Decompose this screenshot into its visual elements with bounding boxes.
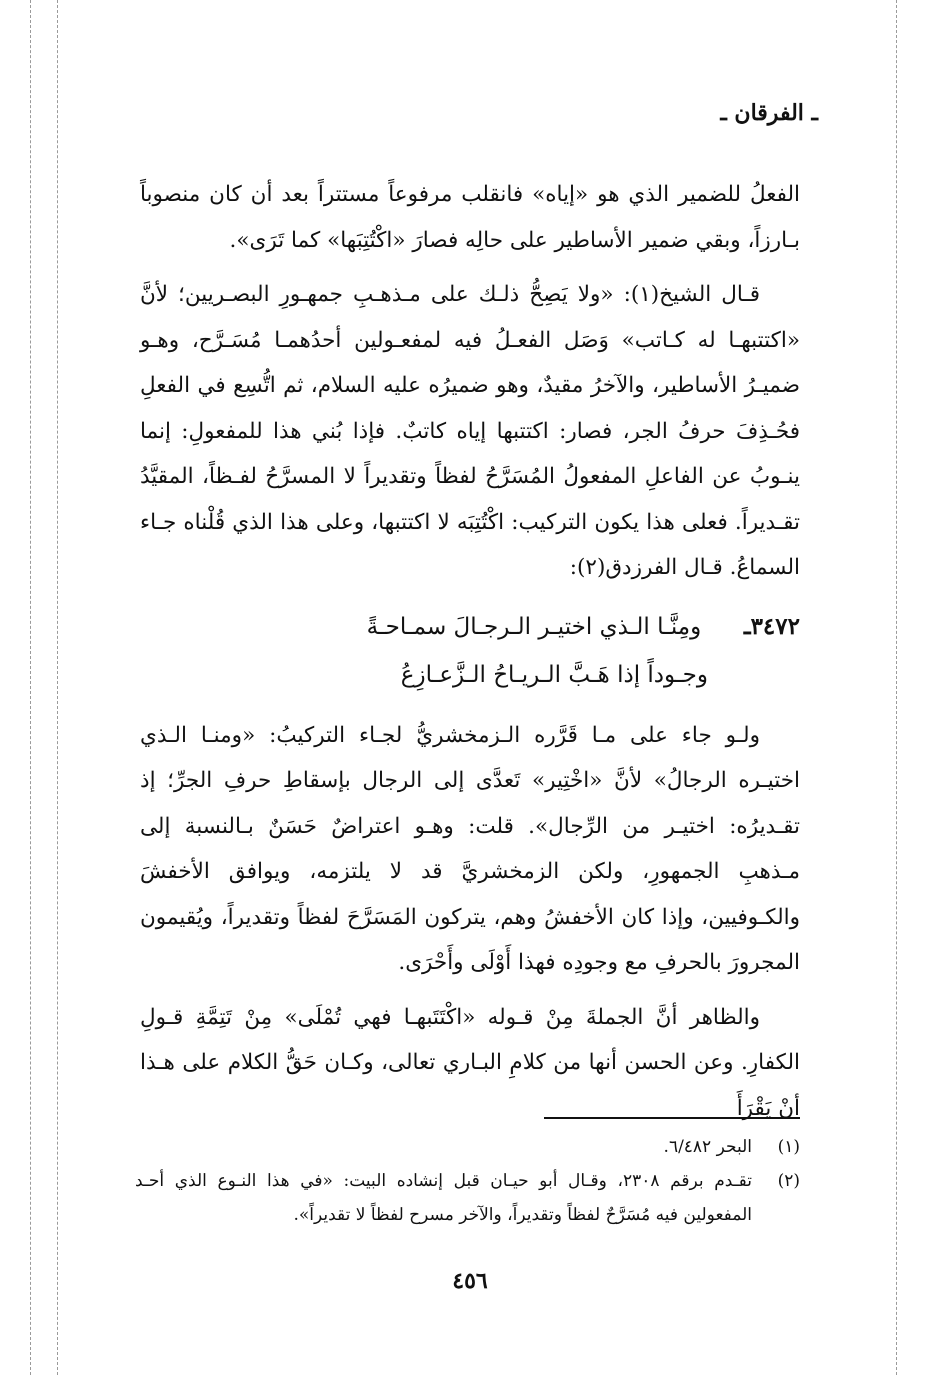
verse-second-hemistich: وجـوداً إذا هَـبَّ الـريـاحُ الـزَّعـازِعُ: [400, 661, 708, 688]
paragraph-1: الفعلُ للضمير الذي هو «إياه» فانقلب مرفوعاً مستتراً بعد أن كان منصوباً بـارزاً، وبقي ضمير الأساطير على حالِه فصارَ «اكْتُتِبَها» كما تَرَى».: [140, 182, 800, 253]
footnote-text: تقـدم برقم ٢٣٠٨، وقـال أبو حيـان قبل إنشاده البيت: «في هذا النـوع الذي أحـد المفعولين فيه مُسَرَّحٌ لفظاً وتقديراً، والآخر مسرح لفظاً لا تقديراً».: [135, 1171, 752, 1225]
page-number: ٤٥٦: [452, 1268, 488, 1294]
poem-verse: [140, 603, 800, 699]
footnote-separator: [544, 1117, 800, 1119]
crop-guide-left-inner: [57, 0, 58, 1375]
verse-number: ٣٤٧٢ـ: [743, 612, 800, 640]
footnote-1: [135, 1130, 800, 1164]
running-header: ـ الفرقان ـ: [720, 100, 818, 126]
footnote-2: [135, 1164, 800, 1232]
paragraph-4: والظاهر أنَّ الجملةَ مِنْ قـوله «اكْتَتَبهـا فهي تُمْلَى» مِنْ تَتِمَّةِ قـولِ الكفارِ. وعن الحسن أنها من كلامِ البـاري تعالى، وكـان حَقُّ الكلام على هـذا أنْ يَقْرَأَ: [140, 1004, 800, 1121]
footnote-number: (١): [777, 1137, 800, 1157]
crop-guide-right: [896, 0, 897, 1375]
paragraph-3: ولـو جاء على مـا قَرَّره الـزمخشريُّ لجـاء التركيبُ: «ومنـا الـذي اختيـره الرجالُ» لأنَّ «اخْتِير» تَعدَّى إلى الرجال بإسقاطِ حرفِ الجرِّ؛ إذ تقـديرُه: اختيـر من الرِّجال». قلت: وهـو اعتراضٌ حَسَنٌ بـالنسبة إلى مـذهبِ الجمهورِ، ولكن الزمخشريَّ قد لا يلتزمه، ويوافق الأخفشَ والكـوفيين، وإذا كان الأخفشُ وهم، يتركون المَسَرَّحَ لفظاً وتقديراً، ويُقيمون المجرورَ بالحرفِ مع وجودِه فهذا أَوْلَى وأَحْرَى.: [140, 722, 800, 975]
crop-guide-left: [30, 0, 31, 1375]
verse-first-hemistich: ومِنَّـا الـذي اختيـر الـرجـالَ سمـاحـةً: [366, 613, 702, 640]
footnotes: [135, 1130, 800, 1232]
footnote-number: (٢): [777, 1171, 800, 1191]
poem-line-1: [140, 603, 800, 651]
poem-line-2: [140, 651, 800, 699]
main-text: [140, 172, 800, 1131]
paragraph-2: قـال الشيخ(١): «ولا يَصِحُّ ذلـك على مـذهـبِ جمهـورِ البصـريين؛ لأنَّ «اكتتبهـا له كـاتب» وَصَل الفعـلُ فيه لمفعـولين أحدُهمـا مُسَـرَّح، وهـو ضميـرُ الأساطير، والآخرُ مقيدٌ، وهو ضميرُه عليه السلام، ثم اتُّسِع في الفعلِ فحُـذِفَ حرفُ الجر، فصار: اكتتبها إياه كاتبٌ. فإذا بُني هذا للمفعولِ: إنما ينـوبُ عن الفاعلِ المفعولُ المُسَرَّحُ لفظاً وتقديراً لا المسرَّحُ لفـظاً، المقيَّدُ تقـديراً. فعلى هذا يكون التركيب: اكْتُتِبَه لا اكتتبها، وعلى هذا الذي قُلْناه جـاء السماعُ. قـال الفرزدق(٢):: [140, 282, 800, 580]
footnote-text: البحر ٦/٤٨٢.: [663, 1137, 752, 1157]
